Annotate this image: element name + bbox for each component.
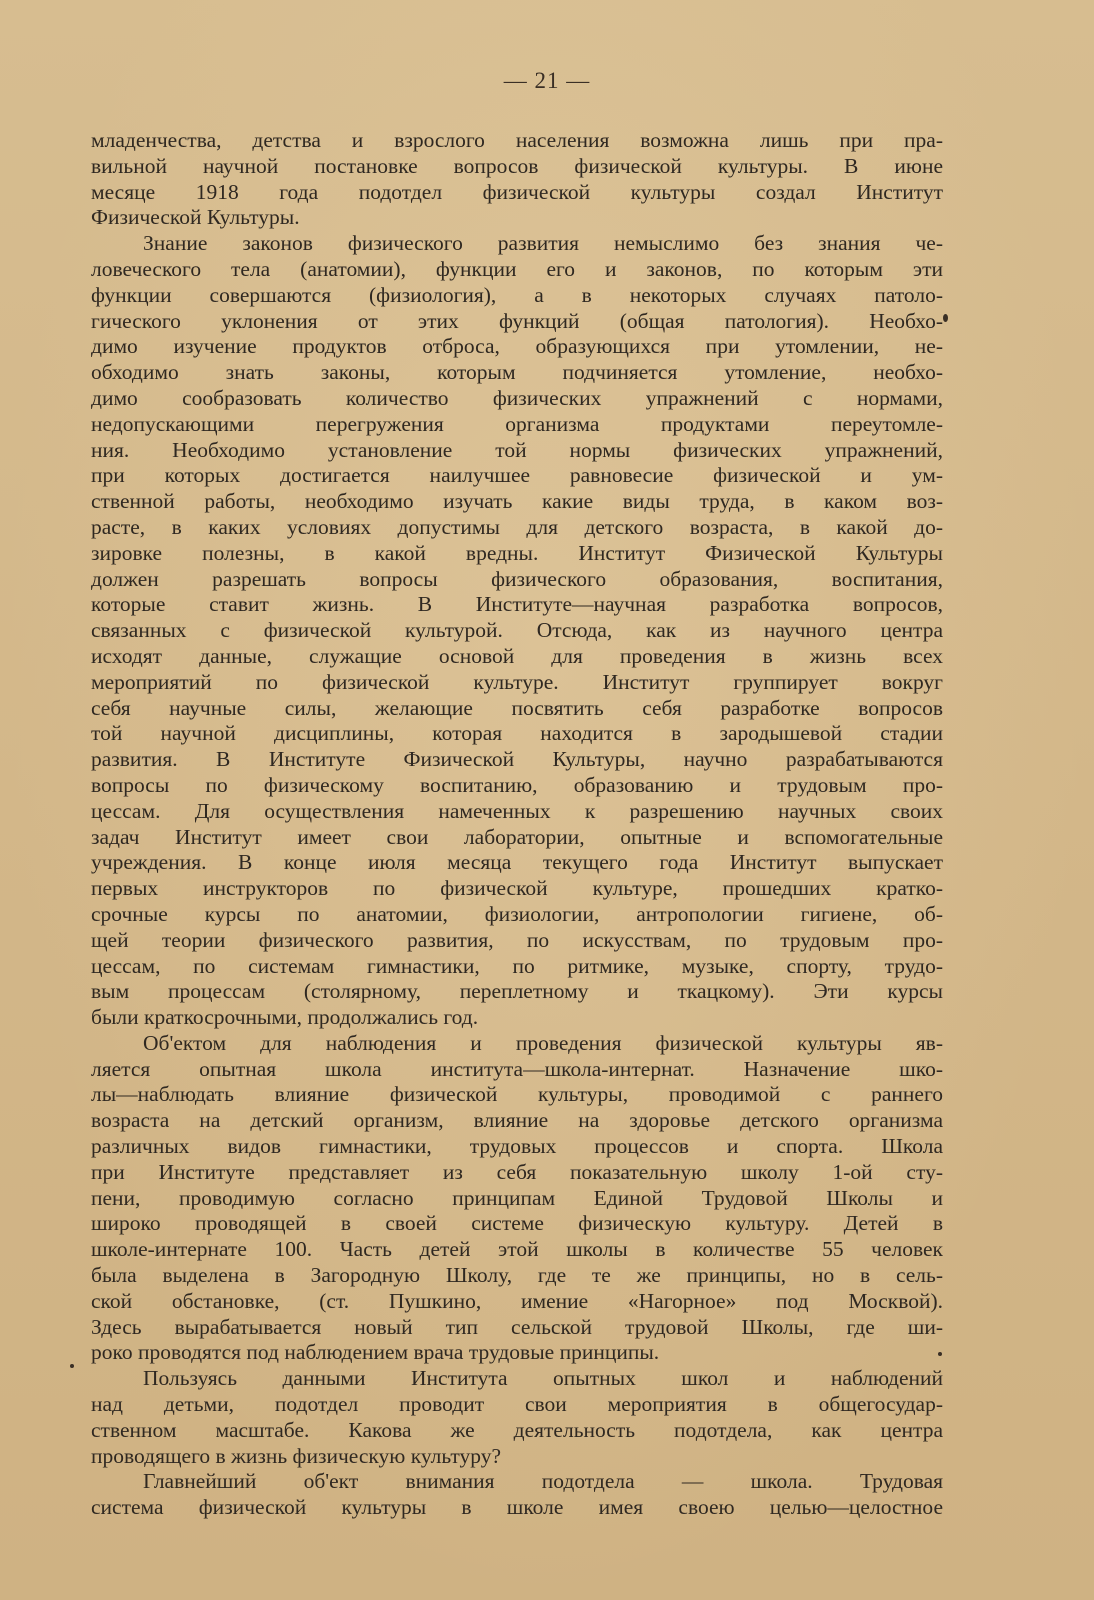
text-line: развития. В Институте Физической Культуры, научно разрабатываются xyxy=(91,747,943,772)
text-line: школе-интернате 100. Часть детей этой школы в количестве 55 человек xyxy=(91,1237,943,1262)
text-line: мероприятий по физической культуре. Институт группирует вокруг xyxy=(91,669,943,694)
text-line: ляется опытная школа института—школа-интернат. Назначение шко- xyxy=(91,1056,943,1081)
text-line: цессам. Для осуществления намеченных к разрешению научных своих xyxy=(91,798,943,823)
text-line: щей теории физического развития, по искусствам, по трудовым про- xyxy=(91,927,943,952)
text-line: возраста на детский организм, влияние на здоровье детского организма xyxy=(91,1108,943,1133)
text-line: пени, проводимую согласно принципам Единой Трудовой Школы и xyxy=(91,1185,943,1210)
text-line: учреждения. В конце июля месяца текущего года Институт выпускает xyxy=(91,850,943,875)
text-line: обходимо знать законы, которым подчиняется утомление, необхо- xyxy=(91,360,943,385)
text-line: Здесь вырабатывается новый тип сельской трудовой Школы, где ши- xyxy=(91,1314,943,1339)
text-line: широко проводящей в своей системе физическую культуру. Детей в xyxy=(91,1211,943,1236)
text-line: при которых достигается наилучшее равновесие физической и ум- xyxy=(91,463,943,488)
text-line: недопускающими перегружения организма продуктами переутомле- xyxy=(91,411,943,436)
text-line: роко проводятся под наблюдением врача трудовые принципы. xyxy=(91,1340,660,1365)
ink-speck xyxy=(943,314,948,322)
text-line: Пользуясь данными Института опытных школ и наблюдений xyxy=(143,1366,943,1391)
text-line: себя научные силы, желающие посвятить себя разработке вопросов xyxy=(91,695,943,720)
text-line: расте, в каких условиях допустимы для детского возраста, в какой до- xyxy=(91,514,943,539)
ink-speck xyxy=(938,1352,942,1356)
text-line: вым процессам (столярному, переплетному и ткацкому). Эти курсы xyxy=(91,979,943,1004)
text-line: срочные курсы по анатомии, физиологии, антропологии гигиене, об- xyxy=(91,901,943,926)
text-line: система физической культуры в школе имея своею целью—целостное xyxy=(91,1495,943,1520)
text-line: проводящего в жизнь физическую культуру? xyxy=(91,1443,502,1468)
text-line: Об'ектом для наблюдения и проведения физической культуры яв- xyxy=(143,1030,943,1055)
text-line: гического уклонения от этих функций (общая патология). Необхо- xyxy=(91,308,943,333)
text-line: димо сообразовать количество физических упражнений с нормами, xyxy=(91,385,943,410)
text-line: функции совершаются (физиология), а в некоторых случаях патоло- xyxy=(91,282,943,307)
page-number: — 21 — xyxy=(503,68,591,93)
text-line: задач Институт имеет свои лаборатории, опытные и вспомогательные xyxy=(91,824,943,849)
text-line: зировке полезны, в какой вредны. Институт Физической Культуры xyxy=(91,540,943,565)
text-line: месяце 1918 года подотдел физической культуры создал Институт xyxy=(91,179,943,204)
text-line: лы—наблюдать влияние физической культуры, проводимой с раннего xyxy=(91,1082,943,1107)
text-line: Знание законов физического развития немыслимо без знания че- xyxy=(143,231,943,256)
text-line: была выделена в Загородную Школу, где те же принципы, но в сель- xyxy=(91,1263,943,1288)
text-line: ской обстановке, (ст. Пушкино, имение «Нагорное» под Москвой). xyxy=(91,1288,943,1313)
text-line: ловеческого тела (анатомии), функции его и законов, по которым эти xyxy=(91,256,943,281)
text-line: той научной дисциплины, которая находится в зародышевой стадии xyxy=(91,721,943,746)
ink-speck xyxy=(70,1364,74,1368)
text-line: над детьми, подотдел проводит свои мероприятия в общегосудар- xyxy=(91,1392,943,1417)
text-line: ственной работы, необходимо изучать какие виды труда, в каком воз- xyxy=(91,489,943,514)
text-line: связанных с физической культурой. Отсюда, как из научного центра xyxy=(91,618,943,643)
text-line: которые ставит жизнь. В Институте—научная разработка вопросов, xyxy=(91,592,943,617)
text-line: ственном масштабе. Какова же деятельность подотдела, как центра xyxy=(91,1417,943,1442)
text-line: Главнейший об'ект внимания подотдела — школа. Трудовая xyxy=(143,1469,943,1494)
text-line: младенчества, детства и взрослого населения возможна лишь при пра- xyxy=(91,128,943,152)
text-line: вильной научной постановке вопросов физической культуры. В июне xyxy=(91,153,943,178)
text-line: различных видов гимнастики, трудовых процессов и спорта. Школа xyxy=(91,1134,943,1159)
text-line: исходят данные, служащие основой для проведения в жизнь всех xyxy=(91,643,943,668)
text-line: ния. Необходимо установление той нормы физических упражнений, xyxy=(91,437,943,462)
text-line: первых инструкторов по физической культуре, прошедших кратко- xyxy=(91,876,943,901)
text-line: были краткосрочными, продолжались год. xyxy=(91,1005,479,1030)
text-line: Физической Культуры. xyxy=(91,205,300,230)
text-line: должен разрешать вопросы физического образования, воспитания, xyxy=(91,566,943,591)
text-line: при Институте представляет из себя показательную школу 1-ой сту- xyxy=(91,1159,943,1184)
text-line: цессам, по системам гимнастики, по ритмике, музыке, спорту, трудо- xyxy=(91,953,943,978)
text-line: вопросы по физическому воспитанию, образованию и трудовым про- xyxy=(91,772,943,797)
body-text xyxy=(91,128,943,1521)
text-line: димо изучение продуктов отброса, образующихся при утомлении, не- xyxy=(91,334,943,359)
